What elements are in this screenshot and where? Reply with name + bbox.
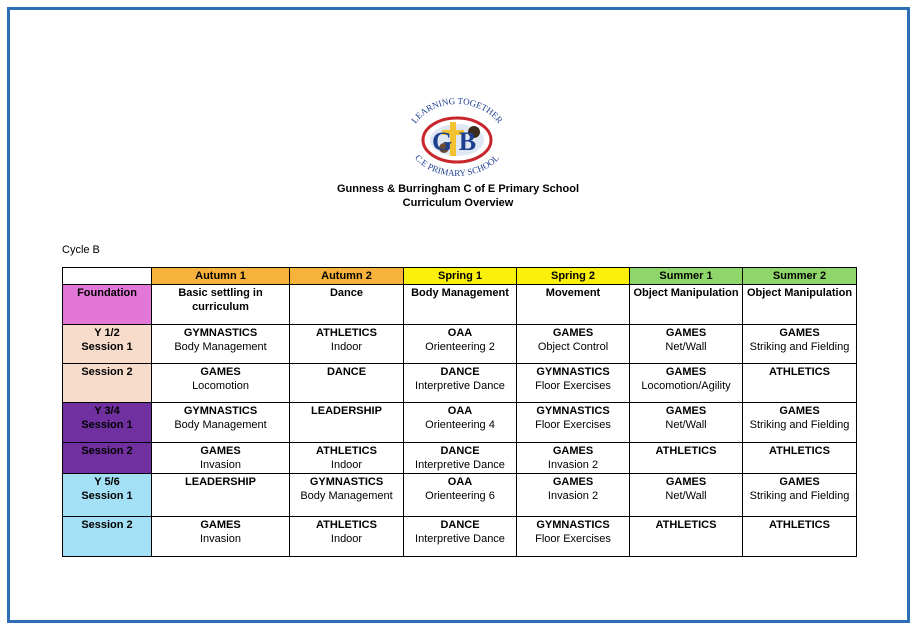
curriculum-cell xyxy=(743,403,857,443)
school-logo xyxy=(398,96,516,178)
activity-title: Body Management xyxy=(411,287,509,299)
activity-title: Movement xyxy=(545,287,601,299)
activity-title: ATHLETICS xyxy=(316,445,377,457)
cycle-label: Cycle B xyxy=(62,244,100,256)
activity-detail: Body Management xyxy=(174,419,267,431)
curriculum-cell xyxy=(743,325,857,364)
activity-detail: Locomotion/Agility xyxy=(641,380,731,392)
activity-detail: Striking and Fielding xyxy=(749,490,850,502)
activity-detail: Net/Wall xyxy=(665,341,707,353)
activity-detail: Invasion 2 xyxy=(547,490,599,502)
activity-detail: Object Control xyxy=(537,341,609,353)
curriculum-cell xyxy=(743,517,857,557)
activity-title: Dance xyxy=(329,287,364,299)
activity-title: LEADERSHIP xyxy=(311,405,382,417)
activity-title: ATHLETICS xyxy=(655,519,717,531)
curriculum-cell xyxy=(404,517,517,557)
curriculum-cell xyxy=(743,474,857,517)
row-label xyxy=(63,474,152,517)
row-label-primary: Session 2 xyxy=(81,366,133,378)
activity-title: ATHLETICS xyxy=(769,445,830,457)
curriculum-table xyxy=(62,267,857,557)
row-label xyxy=(63,325,152,364)
activity-title: GAMES xyxy=(200,366,241,378)
curriculum-cell xyxy=(404,474,517,517)
activity-title: OAA xyxy=(447,327,473,339)
activity-detail: Indoor xyxy=(330,459,363,471)
activity-title: Basic settling in curriculum xyxy=(178,287,263,313)
activity-detail: Locomotion xyxy=(192,380,249,392)
term-header-spring-2: Spring 2 xyxy=(517,268,630,285)
curriculum-cell xyxy=(743,285,857,325)
table-row xyxy=(63,517,857,557)
curriculum-cell xyxy=(517,443,630,474)
activity-detail: Floor Exercises xyxy=(535,419,611,431)
activity-detail: Orienteering 4 xyxy=(425,419,495,431)
curriculum-cell xyxy=(630,403,743,443)
row-label xyxy=(63,364,152,403)
curriculum-cell xyxy=(517,474,630,517)
activity-title: Object Manipulation xyxy=(746,287,853,299)
curriculum-cell xyxy=(404,443,517,474)
table-row xyxy=(63,285,857,325)
table-row xyxy=(63,443,857,474)
activity-title: GYMNASTICS xyxy=(536,405,610,417)
term-header-summer-1: Summer 1 xyxy=(630,268,743,285)
row-label-primary: Session 2 xyxy=(81,519,133,531)
curriculum-cell xyxy=(152,443,290,474)
curriculum-cell xyxy=(517,517,630,557)
activity-title: GAMES xyxy=(779,405,820,417)
activity-title: GAMES xyxy=(779,327,820,339)
activity-title: GAMES xyxy=(665,405,707,417)
curriculum-cell xyxy=(290,364,404,403)
curriculum-cell xyxy=(404,285,517,325)
row-label xyxy=(63,443,152,474)
activity-title: DANCE xyxy=(440,366,480,378)
curriculum-cell xyxy=(404,325,517,364)
activity-title: GAMES xyxy=(665,366,707,378)
activity-detail: Invasion 2 xyxy=(547,459,599,471)
activity-detail: Floor Exercises xyxy=(535,380,611,392)
curriculum-cell xyxy=(290,325,404,364)
row-label xyxy=(63,285,152,325)
activity-detail: Orienteering 2 xyxy=(425,341,495,353)
page-title xyxy=(0,182,916,210)
row-label-secondary: Session 1 xyxy=(81,341,133,353)
curriculum-cell xyxy=(517,325,630,364)
curriculum-cell xyxy=(152,325,290,364)
activity-detail: Striking and Fielding xyxy=(749,341,850,353)
activity-detail: Body Management xyxy=(300,490,393,502)
curriculum-cell xyxy=(152,403,290,443)
curriculum-cell xyxy=(152,285,290,325)
activity-detail: Indoor xyxy=(330,341,363,353)
curriculum-cell xyxy=(517,285,630,325)
activity-title: GAMES xyxy=(779,476,820,488)
row-label xyxy=(63,517,152,557)
activity-title: GYMNASTICS xyxy=(536,366,610,378)
curriculum-cell xyxy=(630,474,743,517)
activity-detail: Body Management xyxy=(174,341,267,353)
curriculum-cell xyxy=(404,403,517,443)
activity-title: ATHLETICS xyxy=(769,519,830,531)
activity-detail: Net/Wall xyxy=(665,490,707,502)
curriculum-cell xyxy=(290,443,404,474)
curriculum-cell xyxy=(630,325,743,364)
activity-title: LEADERSHIP xyxy=(185,476,256,488)
activity-title: GAMES xyxy=(665,327,707,339)
curriculum-cell xyxy=(290,403,404,443)
header-corner-cell xyxy=(63,268,152,285)
term-header-autumn-1: Autumn 1 xyxy=(152,268,290,285)
school-name: Gunness & Burringham C of E Primary School xyxy=(336,183,580,195)
activity-title: GAMES xyxy=(200,519,241,531)
row-label-primary: Y 1/2 xyxy=(94,327,120,339)
activity-detail: Floor Exercises xyxy=(535,533,611,545)
curriculum-cell xyxy=(630,517,743,557)
curriculum-cell xyxy=(743,364,857,403)
activity-title: GAMES xyxy=(665,476,707,488)
row-label-secondary: Session 1 xyxy=(81,419,133,431)
table-row xyxy=(63,325,857,364)
curriculum-cell xyxy=(517,364,630,403)
term-header-row xyxy=(63,268,857,285)
curriculum-cell xyxy=(630,285,743,325)
document-subtitle: Curriculum Overview xyxy=(402,197,514,209)
curriculum-cell xyxy=(290,474,404,517)
activity-title: GAMES xyxy=(552,476,594,488)
term-header-spring-1: Spring 1 xyxy=(404,268,517,285)
activity-title: ATHLETICS xyxy=(316,327,377,339)
activity-title: DANCE xyxy=(440,519,480,531)
activity-title: ATHLETICS xyxy=(655,445,717,457)
activity-detail: Interpretive Dance xyxy=(415,459,505,471)
row-label-primary: Y 5/6 xyxy=(94,476,120,488)
table-row xyxy=(63,364,857,403)
curriculum-cell xyxy=(290,285,404,325)
row-label-primary: Session 2 xyxy=(81,445,133,457)
activity-title: GYMNASTICS xyxy=(183,327,258,339)
logo-arc-top-text: LEARNING TOGETHER xyxy=(409,96,505,126)
curriculum-cell xyxy=(630,443,743,474)
activity-detail: Invasion xyxy=(200,533,241,545)
table-row xyxy=(63,403,857,443)
row-label xyxy=(63,403,152,443)
activity-detail: Orienteering 6 xyxy=(425,490,495,502)
activity-detail: Net/Wall xyxy=(665,419,707,431)
curriculum-cell xyxy=(152,364,290,403)
table-row xyxy=(63,474,857,517)
activity-detail: Invasion xyxy=(200,459,241,471)
curriculum-cell xyxy=(404,364,517,403)
activity-title: Object Manipulation xyxy=(633,287,739,299)
curriculum-cell xyxy=(743,443,857,474)
activity-title: GYMNASTICS xyxy=(536,519,610,531)
curriculum-cell xyxy=(517,403,630,443)
activity-title: DANCE xyxy=(326,366,367,378)
curriculum-cell xyxy=(152,517,290,557)
term-header-autumn-2: Autumn 2 xyxy=(290,268,404,285)
activity-title: GAMES xyxy=(552,327,594,339)
activity-title: GYMNASTICS xyxy=(183,405,258,417)
term-header-summer-2: Summer 2 xyxy=(743,268,857,285)
row-label-secondary: Session 1 xyxy=(81,490,133,502)
activity-title: DANCE xyxy=(440,445,480,457)
row-label-primary: Y 3/4 xyxy=(94,405,120,417)
activity-detail: Interpretive Dance xyxy=(415,380,505,392)
activity-detail: Indoor xyxy=(330,533,363,545)
row-label-primary: Foundation xyxy=(77,287,137,299)
activity-title: GAMES xyxy=(200,445,241,457)
curriculum-cell xyxy=(152,474,290,517)
activity-title: GYMNASTICS xyxy=(309,476,384,488)
curriculum-cell xyxy=(630,364,743,403)
curriculum-cell xyxy=(290,517,404,557)
activity-detail: Striking and Fielding xyxy=(749,419,850,431)
activity-title: GAMES xyxy=(552,445,594,457)
activity-title: OAA xyxy=(447,476,473,488)
activity-detail: Interpretive Dance xyxy=(415,533,505,545)
logo-letters: G B xyxy=(432,127,477,156)
activity-title: ATHLETICS xyxy=(316,519,377,531)
logo-arc-bottom-text: C.E PRIMARY SCHOOL xyxy=(413,152,501,178)
activity-title: OAA xyxy=(447,405,473,417)
activity-title: ATHLETICS xyxy=(769,366,830,378)
